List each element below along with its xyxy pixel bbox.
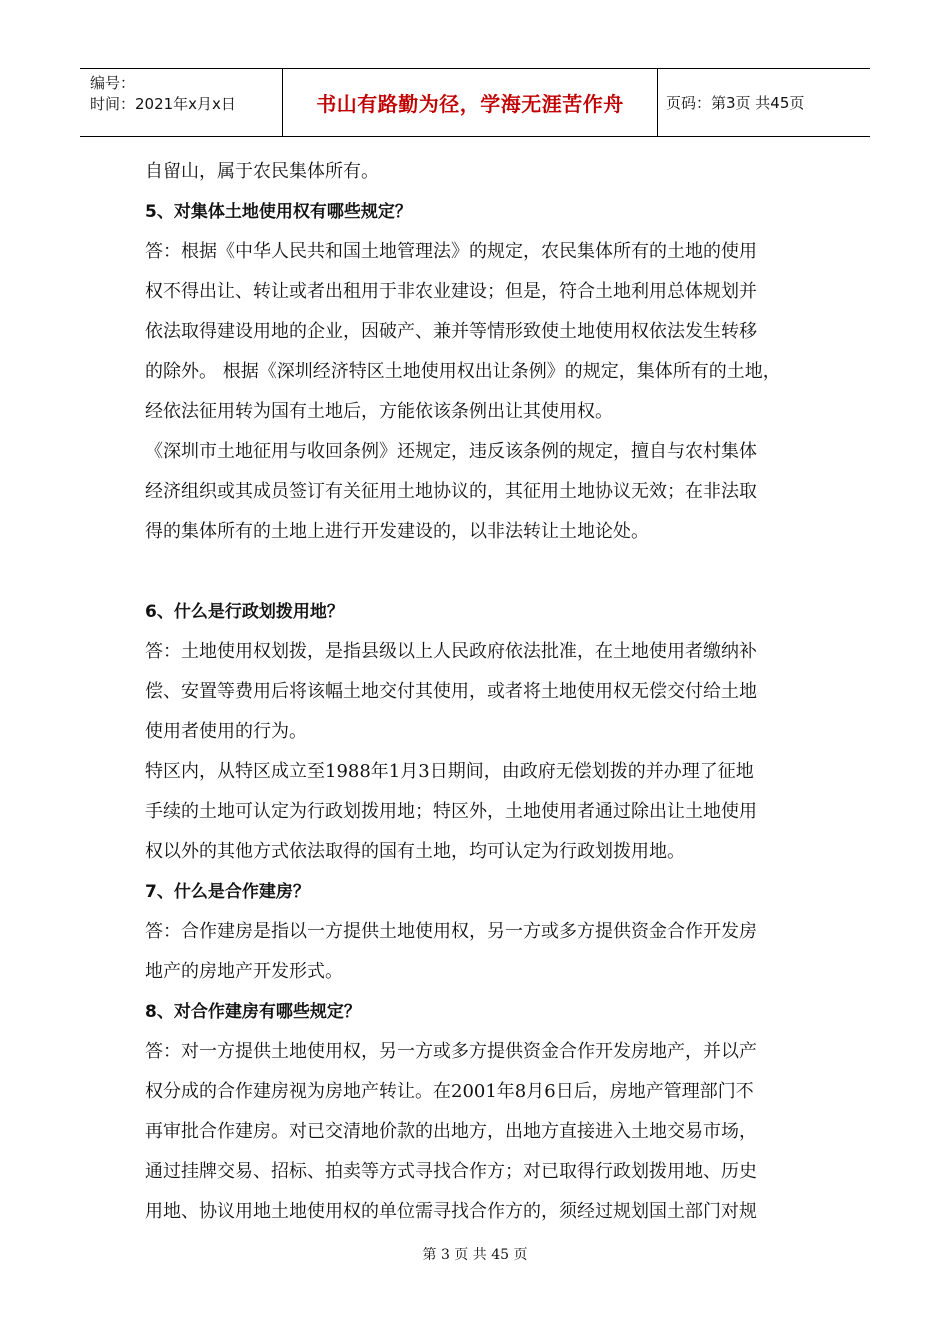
header-meta xyxy=(80,69,282,136)
page-footer xyxy=(0,1244,950,1264)
body-text-line: 答：土地使用权划拨，是指县级以上人民政府依法批准，在土地使用者缴纳补 xyxy=(145,641,757,662)
body-text-line: 特区内，从特区成立至1988年1月3日期间，由政府无偿划拨的并办理了征地 xyxy=(145,761,754,782)
header-motto: 书山有路勤为径，学海无涯苦作舟 xyxy=(316,92,624,116)
body-text-line: 经依法征用转为国有土地后，方能依该条例出让其使用权。 xyxy=(145,401,613,422)
body-text-line: 答：合作建房是指以一方提供土地使用权，另一方或多方提供资金合作开发房 xyxy=(145,921,757,942)
body-text-line: 得的集体所有的土地上进行开发建设的，以非法转让土地论处。 xyxy=(145,521,649,542)
body-text-line: 自留山，属于农民集体所有。 xyxy=(145,161,379,182)
body-text-line: 答：对一方提供土地使用权，另一方或多方提供资金合作开发房地产，并以产 xyxy=(145,1041,757,1062)
header-motto-cell xyxy=(282,69,658,136)
question-heading: 5、对集体土地使用权有哪些规定？ xyxy=(145,202,412,222)
body-text-line: 使用者使用的行为。 xyxy=(145,721,307,742)
body-text-line: 《深圳市土地征用与收回条例》还规定，违反该条例的规定，擅自与农村集体 xyxy=(145,441,757,462)
document-number-label: 编号： xyxy=(90,74,136,92)
body-text-line: 手续的土地可认定为行政划拨用地；特区外，土地使用者通过除出让土地使用 xyxy=(145,801,757,822)
footer-page-number: 第 3 页 共 45 页 xyxy=(422,1247,528,1263)
question-heading: 8、对合作建房有哪些规定？ xyxy=(145,1002,361,1022)
document-body xyxy=(145,152,825,1232)
body-text-line: 权以外的其他方式依法取得的国有土地，均可认定为行政划拨用地。 xyxy=(145,841,685,862)
header-page-number: 页码：第3页 共45页 xyxy=(666,94,805,112)
body-text-line: 偿、安置等费用后将该幅土地交付其使用，或者将土地使用权无偿交付给土地 xyxy=(145,681,757,702)
body-text-line: 经济组织或其成员签订有关征用土地协议的，其征用土地协议无效；在非法取 xyxy=(145,481,757,502)
header-page-info xyxy=(658,69,870,136)
page-header xyxy=(80,68,870,137)
question-heading: 6、什么是行政划拨用地？ xyxy=(145,602,344,622)
body-text-line: 权不得出让、转让或者出租用于非农业建设；但是，符合土地利用总体规划并 xyxy=(145,281,757,302)
paragraph-gap xyxy=(145,552,825,592)
question-heading: 7、什么是合作建房？ xyxy=(145,882,310,902)
document-time-label: 时间：2021年x月x日 xyxy=(90,95,236,113)
body-text-line: 用地、协议用地土地使用权的单位需寻找合作方的，须经过规划国土部门对规 xyxy=(145,1201,757,1222)
body-text-line: 的除外。 根据《深圳经济特区土地使用权出让条例》的规定，集体所有的土地， xyxy=(145,361,781,382)
body-text-line: 地产的房地产开发形式。 xyxy=(145,961,343,982)
body-text-line: 权分成的合作建房视为房地产转让。在2001年8月6日后，房地产管理部门不 xyxy=(145,1081,754,1102)
body-text-line: 再审批合作建房。对已交清地价款的出地方，出地方直接进入土地交易市场， xyxy=(145,1121,757,1142)
body-text-line: 依法取得建设用地的企业，因破产、兼并等情形致使土地使用权依法发生转移 xyxy=(145,321,757,342)
body-text-line: 通过挂牌交易、招标、拍卖等方式寻找合作方；对已取得行政划拨用地、历史 xyxy=(145,1161,757,1182)
body-text-line: 答：根据《中华人民共和国土地管理法》的规定，农民集体所有的土地的使用 xyxy=(145,241,757,262)
